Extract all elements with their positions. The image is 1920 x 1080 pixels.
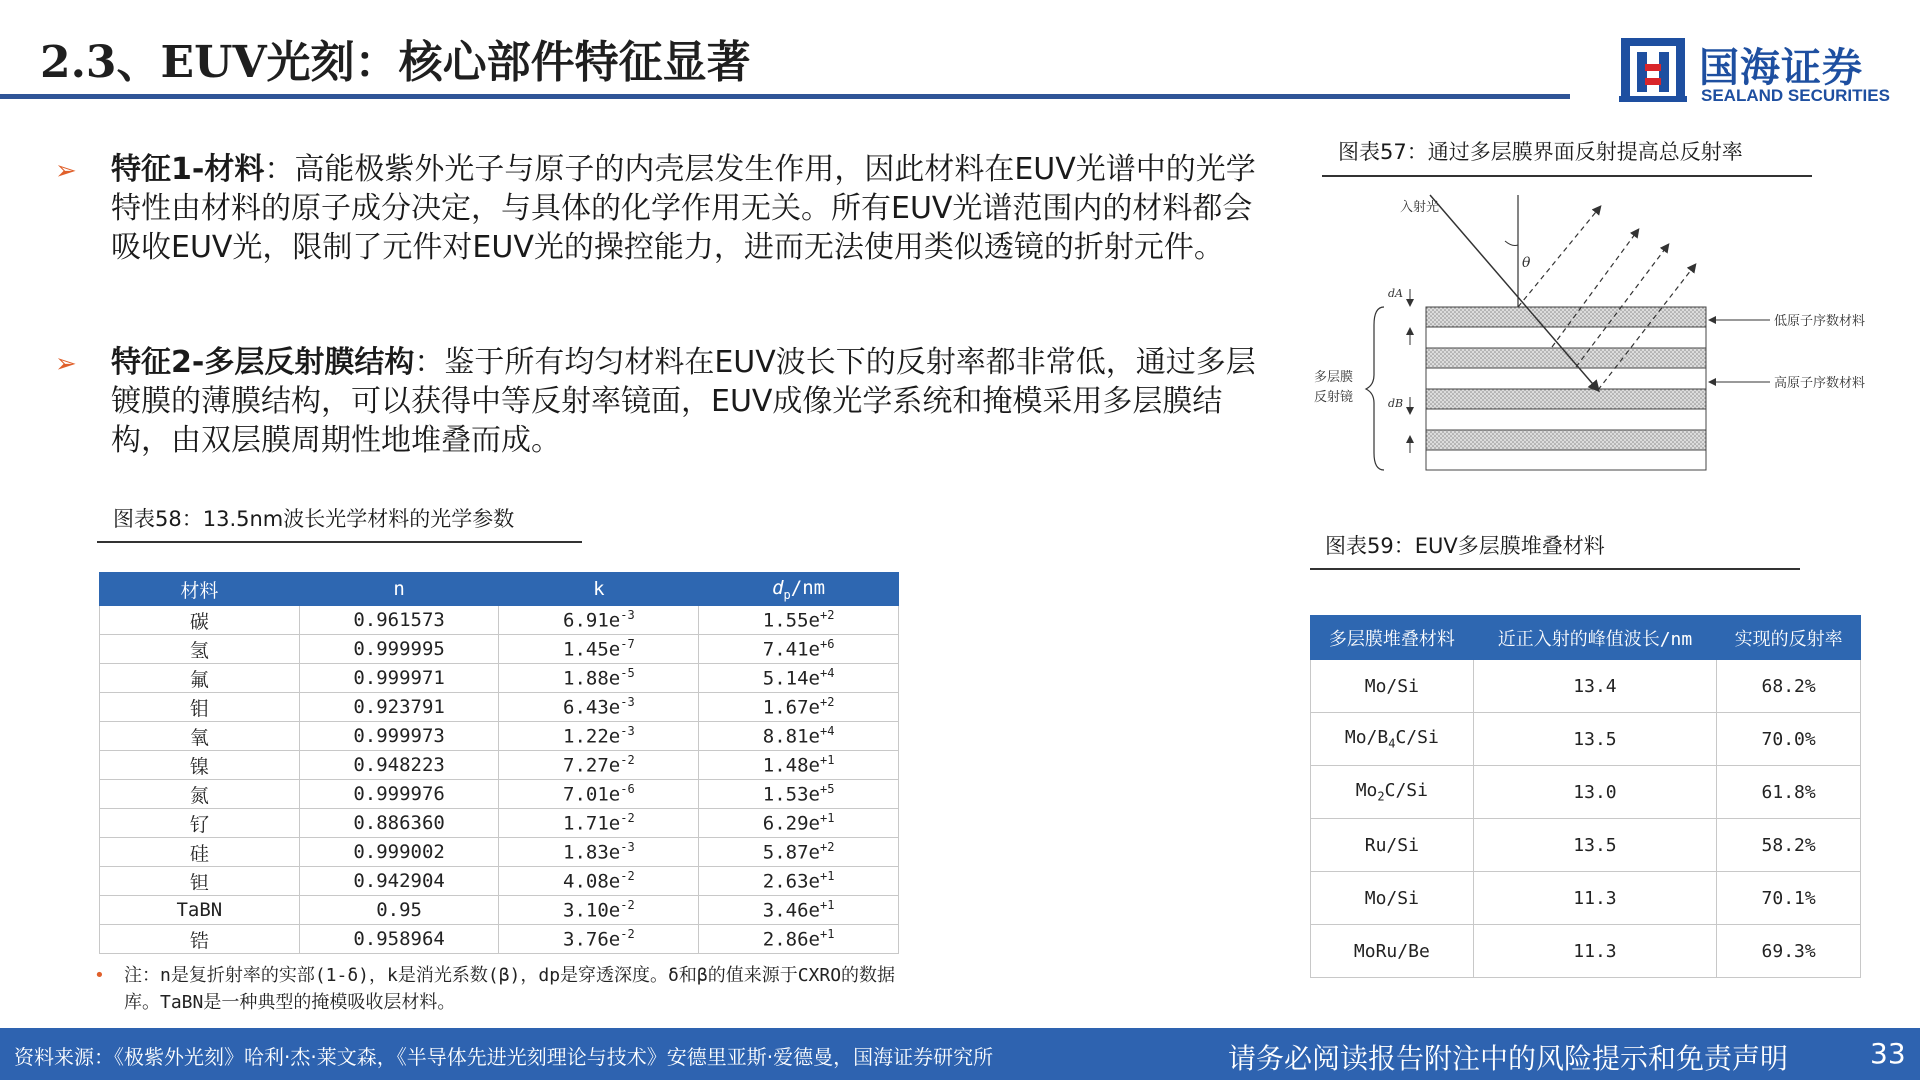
table-row [1311,925,1861,978]
cell-material: 氮 [100,780,300,809]
header-n: n [299,573,499,606]
da-label: dA [1388,287,1403,300]
feature-2-body: ：鉴于所有均匀材料在EUV波长下的反射率都非常低，通过多层镀膜的薄膜结构，可以获得中等反射率镜面，EUV成像光学系统和掩模采用多层膜结构，由双层膜周期性地堆叠而成。 [111,345,1256,458]
multilayer-reflection-diagram [1300,185,1880,480]
cell-n: 0.999002 [299,838,499,867]
table-row [100,606,899,635]
table-row [1311,819,1861,872]
page-number: 33 [1870,1037,1906,1070]
cell-k: $6.43e^{-3}$ [499,693,699,722]
cell-k: $6.91e^{-3}$ [499,606,699,635]
cell-material: 氟 [100,664,300,693]
cell-peak-wavelength: 11.3 [1473,925,1717,978]
feature-1-body: ：高能极紫外光子与原子的内壳层发生作用，因此材料在EUV光谱中的光学特性由材料的原子成分决定，与具体的化学作用无关。所有EUV光谱范围内的材料都会吸收EUV光，限制了元件对EUV光的操控能力，进而无法使用类似透镜的折射元件。 [111,152,1256,265]
stack-label-2: 反射镜 [1314,390,1354,405]
cell-dp: $8.81e^{+4}$ [699,722,899,751]
cell-dp: $7.41e^{+6}$ [699,635,899,664]
cell-reflectivity: 68.2% [1717,660,1861,713]
header-dp: $d_p/nm$ [699,573,899,606]
cell-peak-wavelength: 13.4 [1473,660,1717,713]
table-row [1311,766,1861,819]
table-row [100,722,899,751]
cell-n: 0.999971 [299,664,499,693]
cell-dp: $6.29e^{+1}$ [699,809,899,838]
high-z-label: 高原子序数材料 [1774,376,1866,391]
cell-peak-wavelength: 13.5 [1473,819,1717,872]
figure-57-rule [1322,175,1812,177]
cell-n: 0.95 [299,896,499,925]
cell-dp: $1.67e^{+2}$ [699,693,899,722]
optical-parameters-table [99,572,899,954]
cell-material: 碳 [100,606,300,635]
cell-material: TaBN [100,896,300,925]
cell-stack-material: $Mo/B_4C/Si$ [1311,713,1474,766]
cell-reflectivity: 61.8% [1717,766,1861,819]
multilayer-materials-table [1310,615,1861,978]
feature-2-heading: 特征2-多层反射膜结构 [111,345,415,380]
logo-chinese-text: 国海证券 [1699,45,1863,91]
layer-high-z-1 [1426,327,1706,348]
layer-high-z-2 [1426,368,1706,389]
footer-disclaimer: 请务必阅读报告附注中的风险提示和免责声明 [1228,1042,1789,1075]
table-row [100,838,899,867]
cell-k: $1.71e^{-2}$ [499,809,699,838]
cell-dp: $2.63e^{+1}$ [699,867,899,896]
note-bullet-icon: • [94,965,105,986]
layer-low-z-1 [1426,307,1706,327]
cell-stack-material: Mo/Si [1311,872,1474,925]
table-header-row [100,573,899,606]
table-header-row [1311,616,1861,660]
cell-stack-material: $Mo_2C/Si$ [1311,766,1474,819]
footer-source: 资料来源：《极紫外光刻》哈利·杰·莱文森，《半导体先进光刻理论与技术》安德里亚斯·爱德曼，国海证券研究所 [14,1045,994,1069]
feature-bullet-2 [55,343,1265,460]
stack-label-1: 多层膜 [1314,370,1354,385]
cell-reflectivity: 70.1% [1717,872,1861,925]
low-z-label: 低原子序数材料 [1774,314,1866,329]
cell-material: 氢 [100,635,300,664]
incident-label: 入射光 [1400,200,1440,215]
layer-low-z-3 [1426,389,1706,409]
note-text: 注：n是复折射率的实部(1-δ)，k是消光系数(β)，dp是穿透深度。δ和β的值来源于CXRO的数据库。TaBN是一种典型的掩模吸收层材料。 [124,965,896,1013]
cell-reflectivity: 58.2% [1717,819,1861,872]
figure-58-caption: 图表58：13.5nm波长光学材料的光学参数 [113,507,515,531]
cell-dp: $2.86e^{+1}$ [699,925,899,954]
logo-english-text: SEALAND SECURITIES [1701,86,1890,105]
cell-peak-wavelength: 11.3 [1473,872,1717,925]
table-row [100,635,899,664]
table-row [1311,713,1861,766]
figure-57-caption: 图表57：通过多层膜界面反射提高总反射率 [1338,140,1743,164]
stack-brace [1366,307,1384,470]
cell-k: $7.27e^{-2}$ [499,751,699,780]
figure-59-rule [1310,568,1800,570]
figure-58-rule [97,541,582,543]
page-title: 2.3、EUV光刻：核心部件特征显著 [40,37,751,88]
feature-bullet-1 [55,150,1265,267]
cell-k: $1.88e^{-5}$ [499,664,699,693]
header-k: k [499,573,699,606]
table-row [100,867,899,896]
cell-material: 硅 [100,838,300,867]
cell-peak-wavelength: 13.5 [1473,713,1717,766]
table-58-note [94,962,920,1016]
cell-material: 钌 [100,809,300,838]
cell-material: 钽 [100,867,300,896]
cell-n: 0.923791 [299,693,499,722]
bullet-arrow-icon: ➢ [55,349,77,379]
cell-dp: $5.14e^{+4}$ [699,664,899,693]
cell-stack-material: MoRu/Be [1311,925,1474,978]
cell-dp: $1.53e^{+5}$ [699,780,899,809]
table-row [100,925,899,954]
cell-reflectivity: 69.3% [1717,925,1861,978]
table-row [100,809,899,838]
cell-n: 0.961573 [299,606,499,635]
cell-n: 0.999976 [299,780,499,809]
header-reflectivity: 实现的反射率 [1717,616,1861,660]
cell-dp: $1.55e^{+2}$ [699,606,899,635]
sealand-logo-icon [1615,34,1691,108]
cell-dp: $1.48e^{+1}$ [699,751,899,780]
feature-1-heading: 特征1-材料 [111,152,265,187]
cell-peak-wavelength: 13.0 [1473,766,1717,819]
bullet-arrow-icon: ➢ [55,156,77,186]
cell-dp: $3.46e^{+1}$ [699,896,899,925]
header-material: 材料 [100,573,300,606]
cell-material: 锆 [100,925,300,954]
layer-low-z-4 [1426,430,1706,450]
cell-k: $3.76e^{-2}$ [499,925,699,954]
cell-n: 0.886360 [299,809,499,838]
theta-label: θ [1522,255,1531,271]
cell-stack-material: Ru/Si [1311,819,1474,872]
cell-dp: $5.87e^{+2}$ [699,838,899,867]
cell-material: 钼 [100,693,300,722]
footer-bar [0,1028,1920,1080]
header-peak-wavelength: 近正入射的峰值波长/nm [1473,616,1717,660]
layer-low-z-2 [1426,348,1706,368]
layer-high-z-4 [1426,450,1706,470]
table-row [100,664,899,693]
cell-n: 0.999995 [299,635,499,664]
title-underline [0,94,1570,99]
figure-59-caption: 图表59：EUV多层膜堆叠材料 [1325,534,1605,558]
cell-k: $7.01e^{-6}$ [499,780,699,809]
table-row [100,896,899,925]
table-row [100,693,899,722]
cell-reflectivity: 70.0% [1717,713,1861,766]
cell-k: $4.08e^{-2}$ [499,867,699,896]
cell-n: 0.948223 [299,751,499,780]
table-row [100,751,899,780]
table-row [100,780,899,809]
company-logo [1615,34,1890,110]
cell-k: $1.45e^{-7}$ [499,635,699,664]
cell-k: $1.22e^{-3}$ [499,722,699,751]
header-stack-material: 多层膜堆叠材料 [1311,616,1474,660]
table-row [1311,872,1861,925]
table-row [1311,660,1861,713]
cell-n: 0.942904 [299,867,499,896]
cell-material: 氧 [100,722,300,751]
cell-k: $3.10e^{-2}$ [499,896,699,925]
cell-k: $1.83e^{-3}$ [499,838,699,867]
cell-material: 镍 [100,751,300,780]
cell-n: 0.958964 [299,925,499,954]
cell-n: 0.999973 [299,722,499,751]
cell-stack-material: Mo/Si [1311,660,1474,713]
db-label: dB [1388,397,1404,410]
layer-high-z-3 [1426,409,1706,430]
